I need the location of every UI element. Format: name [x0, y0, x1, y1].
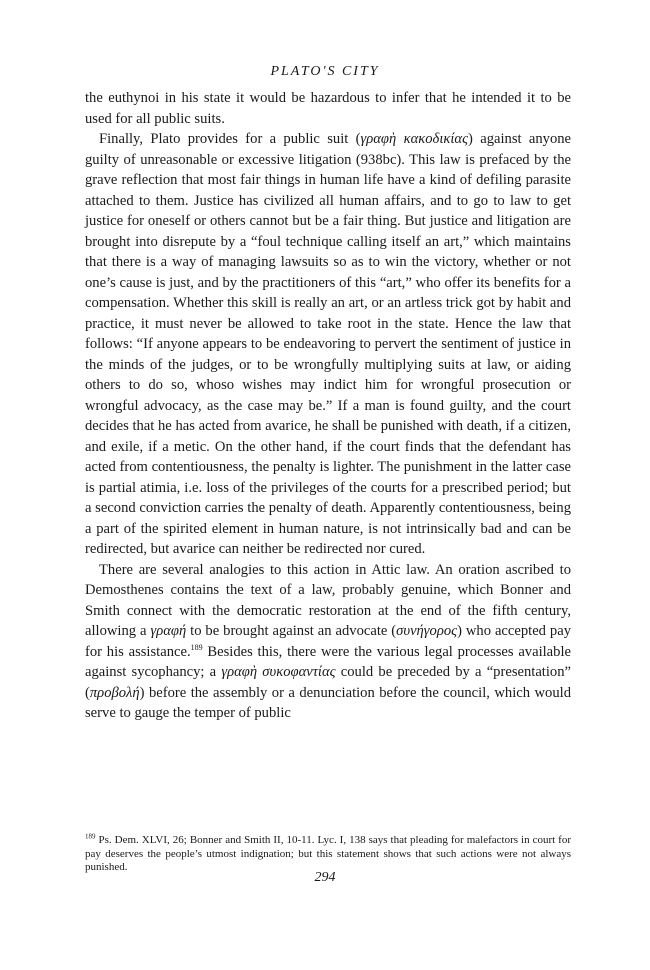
greek-term: γραφὴ συκοφαντίας	[221, 664, 336, 680]
greek-term: συνήγορος	[396, 623, 458, 639]
footnote	[85, 834, 571, 875]
page-number: 294	[314, 870, 336, 885]
text-run: to be brought against an advocate (	[186, 623, 397, 639]
body-text	[85, 88, 571, 724]
text-run: could be preceded by a “presentation” (	[85, 664, 571, 701]
text-run: Besides this, there were the various legal processes available against sycophancy; a	[85, 643, 571, 680]
text-run: the euthynoi in his state it would be hazardous to infer that he intended it to be used for all public suits.	[85, 90, 571, 127]
footnote-reference: 189	[190, 642, 203, 652]
footnote-number: 189	[85, 832, 96, 841]
running-head: PLATO'S CITY	[270, 64, 380, 79]
paragraph	[85, 129, 571, 560]
paragraph	[85, 88, 571, 129]
text-run: Finally, Plato provides for a public suit (	[99, 131, 361, 147]
greek-term: γραφή	[150, 623, 187, 639]
greek-term: γραφὴ κακοδικίας	[360, 131, 469, 147]
text-run: ) who accepted pay for his assistance.	[85, 623, 572, 660]
text-run: ) before the assembly or a denunciation before the council, which would serve to gauge the temper of public	[85, 684, 571, 721]
text-run: ) against anyone guilty of unreasonable or excessive litigation (938bc). This law is prefaced by the grave reflection that most fair things in human life have a kind of defiling parasite attached to them. Justice has civilized all human affairs, and to go to law to get justice for oneself or others cannot but be a fair thing. But justice and litigation are brought into disrepute by a “foul technique calling itself an art,” which maintains that there is a way of managing lawsuits so as to win the victory, whether or not one’s cause is just, and by the practitioners of this “art,” who offer its benefits for a compensation. Whether this skill is really an art, or an artless trick got by habit and practice, it must never be allowed to take root in the state. Hence the law that follows: “If anyone appears to be endeavoring to pervert the sentiment of justice in the minds of the judges, or to be wrongfully multiplying suits at law, or aiding others to do so, whoso wishes may indict him for wrongful prosecution or wrongful advocacy, as the case may be.” If a man is found guilty, and the court decides that he has acted from avarice, he shall be punished with death, if a citizen, and exile, if a metic. On the other hand, if the court finds that the defendant has acted from contentiousness, the penalty is lighter. The punishment in the latter case is partial atimia, i.e. loss of the privileges of the courts for a prescribed period; but a second conviction carries the penalty of death. Apparently contentiousness, being a part of the spirited element in human nature, is not intrinsically bad and can be redirected, but avarice can neither be redirected nor cured.	[85, 131, 572, 557]
footnote-text: Ps. Dem. XLVI, 26; Bonner and Smith II, 10-11. Lyc. I, 138 says that pleading for malefactors in court for pay deserves the people’s utmost indignation; but this statement shows that such actions were not always punished.	[85, 834, 571, 873]
text-run: There are several analogies to this action in Attic law. An oration ascribed to Demosthenes contains the text of a law, probably genuine, which Bonner and Smith connect with the democratic restoration at the end of the fifth century, allowing a	[85, 561, 571, 639]
paragraph	[85, 560, 571, 724]
greek-term: προβολή	[89, 684, 140, 701]
